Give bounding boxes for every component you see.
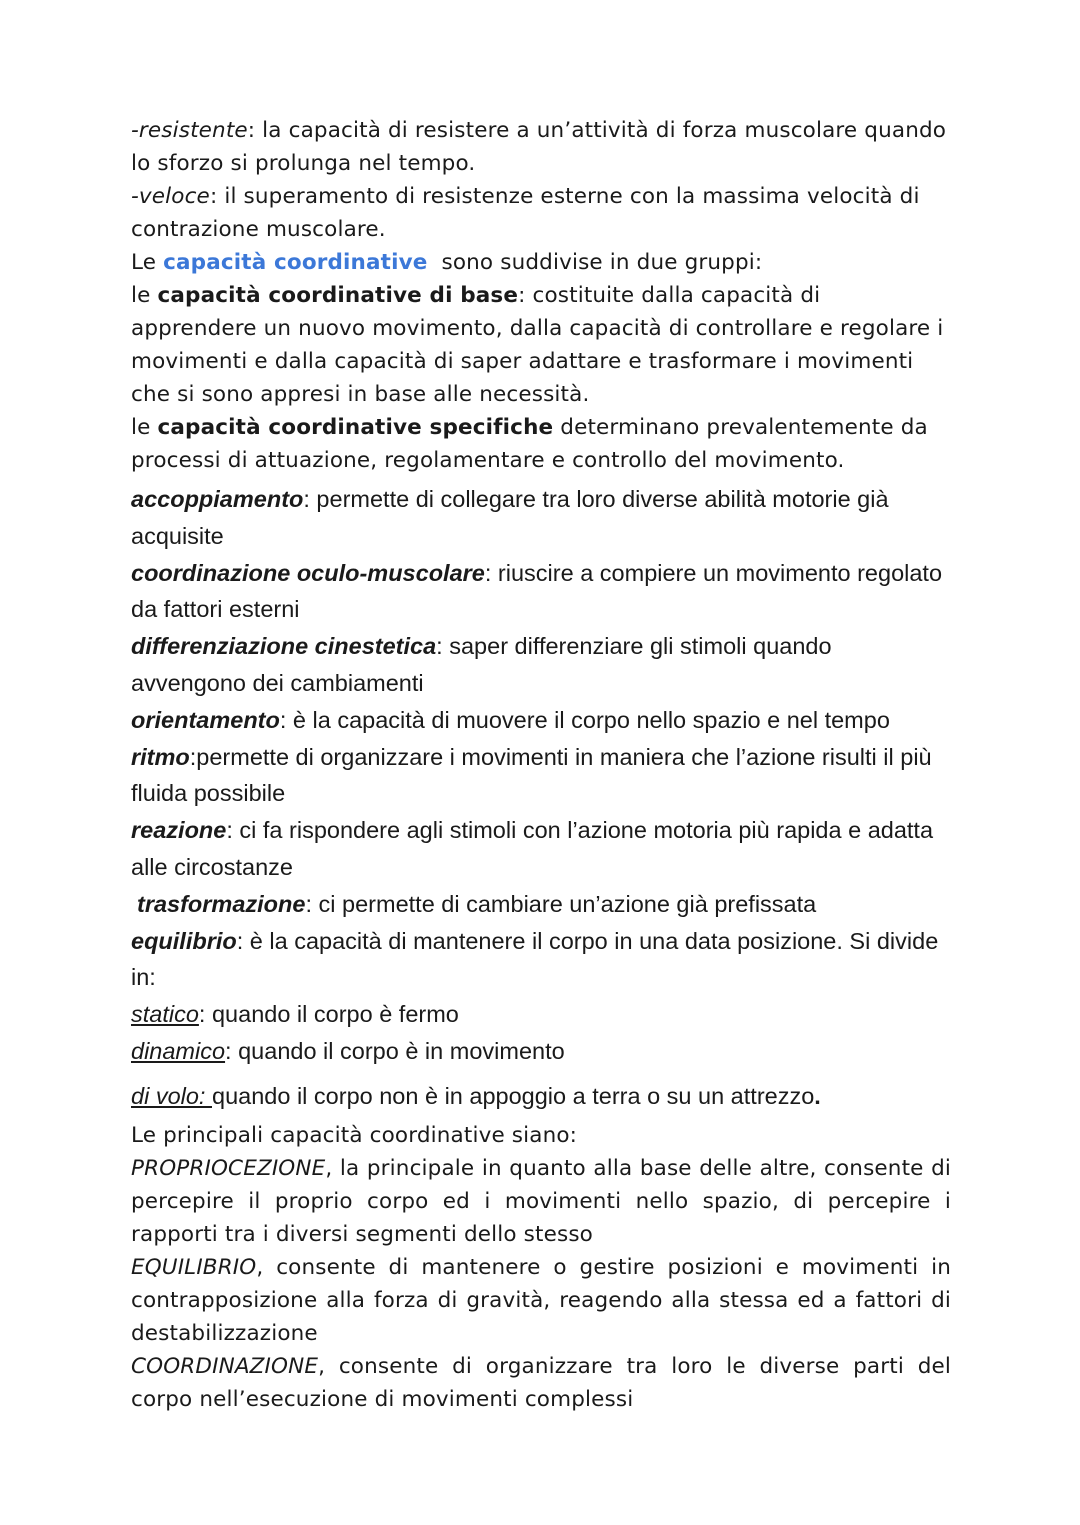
- list-item: orientamento: è la capacità di muovere il corpo nello spazio e nel tempo: [131, 706, 890, 733]
- principal-lead: Le principali capacità coordinative siano:: [131, 1122, 578, 1148]
- term-equilibrio-principal: EQUILIBRIO: [131, 1254, 257, 1280]
- term-differenziazione-cinestetica: differenziazione cinestetica: [131, 633, 437, 660]
- term-di-volo: di volo:: [131, 1082, 212, 1109]
- term-capacita-coordinative: capacità coordinative: [163, 250, 428, 275]
- list-item: statico: quando il corpo è fermo: [131, 1001, 459, 1028]
- term-ritmo: ritmo: [131, 743, 190, 770]
- term-statico: statico: [131, 1001, 199, 1028]
- principal-abilities-section: [131, 1119, 951, 1416]
- term-resistente: -resistente: [131, 118, 248, 143]
- term-propriocezione: PROPRIOCEZIONE: [131, 1155, 326, 1181]
- paragraph-resistente: -resistente: la capacità di resistere a un’attività di forza muscolare quando lo sforzo si prolunga nel tempo.: [131, 118, 947, 176]
- principal-item: PROPRIOCEZIONE, la principale in quanto alla base delle altre, consente di percepire il proprio corpo ed i movimenti nello spazio, di percepire i rapporti tra i diversi segmenti dello stesso: [131, 1155, 951, 1247]
- list-item: di volo: quando il corpo non è in appoggio a terra o su un attrezzo.: [131, 1082, 821, 1109]
- term-accoppiamento: accoppiamento: [131, 486, 304, 512]
- list-item: accoppiamento: permette di collegare tra loro diverse abilità motorie già acquisite: [131, 486, 889, 549]
- term-trasformazione: trasformazione: [137, 890, 306, 917]
- list-item: equilibrio: è la capacità di mantenere il corpo in una data posizione. Si divide in:: [131, 927, 939, 991]
- term-coordinative-base: capacità coordinative di base: [157, 283, 519, 308]
- term-coordinazione: COORDINAZIONE: [131, 1353, 319, 1379]
- list-item: dinamico: quando il corpo è in movimento: [131, 1037, 565, 1064]
- term-dinamico: dinamico: [131, 1037, 226, 1064]
- paragraph-coordinative-base: le capacità coordinative di base: costituite dalla capacità di apprendere un nuovo movimento, dalla capacità di controllare e regolare i movimenti e dalla capacità di saper adattare e trasformare i movimenti che si sono appresi in base alle necessità.: [131, 283, 944, 407]
- term-equilibrio: equilibrio: [131, 927, 237, 954]
- list-item: ritmo:permette di organizzare i movimenti in maniera che l’azione risulti il più fluida possibile: [131, 743, 932, 807]
- list-item: differenziazione cinestetica: saper differenziare gli stimoli quando avvengono dei cambiamenti: [131, 633, 832, 696]
- paragraph-veloce: -veloce: il superamento di resistenze esterne con la massima velocità di contrazione muscolare.: [131, 184, 920, 242]
- paragraph-coordinative-lead: Le capacità coordinative sono suddivise in due gruppi:: [131, 250, 763, 275]
- document-page: [131, 114, 951, 1416]
- term-coordinative-specifiche: capacità coordinative specifiche: [157, 415, 554, 440]
- specific-abilities-list: [131, 481, 951, 1115]
- list-item: reazione: ci fa rispondere agli stimoli con l’azione motoria più rapida e adatta alle circostanze: [131, 817, 934, 880]
- list-item: trasformazione: ci permette di cambiare un’azione già prefissata: [137, 890, 817, 917]
- paragraph-coordinative-specifiche: le capacità coordinative specifiche determinano prevalentemente da processi di attuazione, regolamentare e controllo del movimento.: [131, 415, 928, 473]
- principal-item: COORDINAZIONE, consente di organizzare tra loro le diverse parti del corpo nell’esecuzione di movimenti complessi: [131, 1353, 951, 1412]
- principal-item: EQUILIBRIO, consente di mantenere o gestire posizioni e movimenti in contrapposizione alla forza di gravità, reagendo alla stessa ed a fattori di destabilizzazione: [131, 1254, 951, 1346]
- list-item: coordinazione oculo-muscolare: riuscire a compiere un movimento regolato da fattori esterni: [131, 559, 943, 623]
- term-reazione: reazione: [131, 817, 227, 844]
- term-orientamento: orientamento: [131, 706, 280, 733]
- term-veloce: -veloce: [131, 184, 210, 209]
- term-coordinazione-oculo-muscolare: coordinazione oculo-muscolare: [131, 559, 485, 586]
